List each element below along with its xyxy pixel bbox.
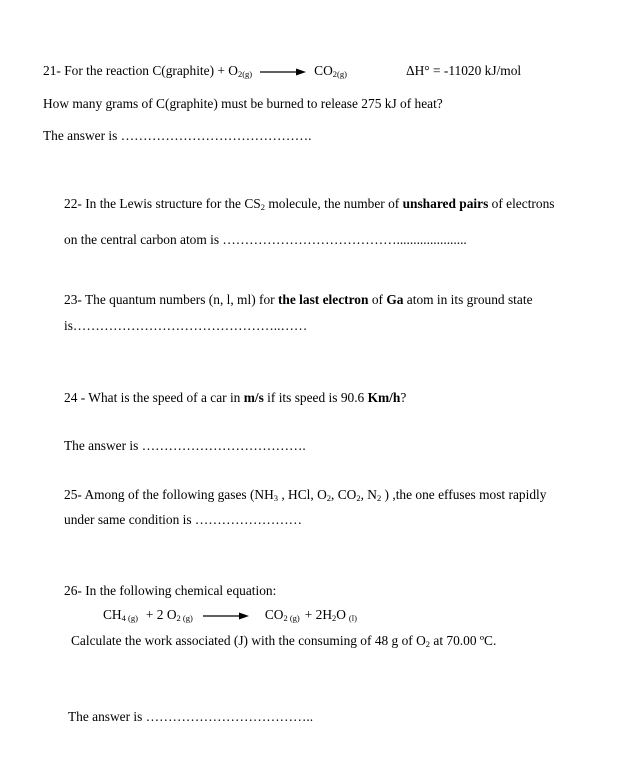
q22-sub: 2 xyxy=(260,202,265,212)
q26-question-2: at 70.00 ºC. xyxy=(430,633,497,648)
q26-ch: CH xyxy=(103,607,122,622)
reaction-arrow-icon xyxy=(260,67,306,77)
q21-question: How many grams of C(graphite) must be burned to release 275 kJ of heat? xyxy=(43,96,443,111)
q25-text-4: , N xyxy=(360,487,377,502)
q26-plus-2: + 2H xyxy=(304,607,332,622)
q26-question-sub: 2 xyxy=(425,639,431,649)
q23-text-3: atom in its ground state xyxy=(403,292,533,307)
q21-prefix: 21- For the reaction C(graphite) + O xyxy=(43,63,238,78)
q23-answer-line: is………………………………………..…… xyxy=(64,318,308,333)
q25-question xyxy=(64,487,546,503)
q25-answer-line: under same condition is …………………… xyxy=(64,512,303,527)
q23-bold-1: the last electron xyxy=(277,292,369,307)
q26-ch-sub: 4 (g) xyxy=(121,613,138,623)
q24-text-1: 24 - What is the speed of a car in xyxy=(64,390,244,405)
q25-text-3: , CO xyxy=(331,487,357,502)
q26-co-sub: 2 (g) xyxy=(283,613,300,623)
q25-text-2: , HCl, O xyxy=(278,487,327,502)
reaction-arrow-icon xyxy=(203,611,249,621)
q24-bold-2: Km/h xyxy=(367,390,401,405)
q21-co2-sub: 2(g) xyxy=(332,69,347,79)
q21-equation xyxy=(43,63,347,79)
q25-sub-3: 2 xyxy=(356,493,361,503)
q26-o2-sub: 2 (g) xyxy=(176,613,193,623)
q23-text-2: of xyxy=(368,292,387,307)
q25-sub-4: 2 xyxy=(376,493,382,503)
q25-sub-1: 3 xyxy=(273,493,279,503)
q22-text-1: 22- In the Lewis structure for the CS xyxy=(64,196,261,211)
q26-answer-line: The answer is ……………………………….. xyxy=(68,709,314,724)
q26-plus-1: + 2 O xyxy=(145,607,177,622)
q26-l-sub: (l) xyxy=(348,613,357,623)
q24-answer-line: The answer is ………………………………. xyxy=(64,438,306,453)
q24-bold-1: m/s xyxy=(243,390,264,405)
q22-text-3: of electrons xyxy=(488,196,555,211)
q26-h2-sub: 2 xyxy=(332,613,337,623)
q25-text-1: 25- Among of the following gases (NH xyxy=(64,487,274,502)
q26-co: CO xyxy=(264,607,284,622)
q24-text-3: ? xyxy=(400,390,407,405)
q24-question xyxy=(64,390,406,406)
q23-question xyxy=(64,292,533,308)
q22-answer-line: on the central carbon atom is …………………………………..................... xyxy=(64,232,467,247)
q23-bold-2: Ga xyxy=(386,292,404,307)
q26-equation xyxy=(103,607,357,623)
q23-text-1: 23- The quantum numbers (n, l, ml) for xyxy=(64,292,278,307)
q21-enthalpy: ΔH° = -11020 kJ/mol xyxy=(406,63,522,78)
q26-question-1: Calculate the work associated (J) with the consuming of 48 g of O xyxy=(71,633,426,648)
q21-answer-line: The answer is ……………………………………. xyxy=(43,128,312,143)
q22-question xyxy=(64,196,554,212)
q26-question xyxy=(71,633,496,649)
q25-text-5: ) ,the one effuses most rapidly xyxy=(381,487,547,502)
q26-o: O xyxy=(336,607,346,622)
q22-bold: unshared pairs xyxy=(402,196,489,211)
q21-o2-sub: 2(g) xyxy=(237,69,253,79)
q26-intro: 26- In the following chemical equation: xyxy=(64,583,277,598)
q25-sub-2: 2 xyxy=(326,493,331,503)
q24-text-2: if its speed is 90.6 xyxy=(263,390,368,405)
q21-product: CO xyxy=(314,63,333,78)
q22-text-2: molecule, the number of xyxy=(264,196,403,211)
